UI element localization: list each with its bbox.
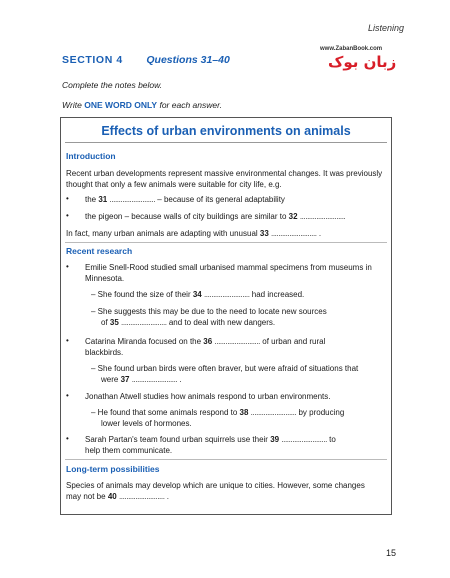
text: may not be <box>66 492 108 501</box>
instruction-text: for each answer. <box>157 100 222 110</box>
text: were <box>101 375 121 384</box>
text: . <box>177 375 182 384</box>
text: Species of animals may develop which are unique to cities. However, some changes <box>66 481 365 490</box>
bullet: • <box>66 434 69 443</box>
text: blackbirds. <box>85 348 124 357</box>
detail-35-line2 <box>101 317 393 328</box>
answer-blank-34[interactable]: ......................... <box>203 290 250 299</box>
answer-blank-39[interactable]: ......................... <box>281 435 327 444</box>
intro-bullet-32 <box>85 211 383 222</box>
section-divider <box>65 242 387 243</box>
section-heading <box>62 54 230 66</box>
title-divider <box>65 142 387 143</box>
text: – He found that some animals respond to <box>91 408 240 417</box>
question-number: 36 <box>203 337 213 346</box>
research-bullet-snell-rood: Emilie Snell-Rood studied small urbanised mammal specimens from museums in Minnesota. <box>85 263 372 283</box>
question-number: 32 <box>288 212 298 221</box>
instruction-line-2 <box>62 100 222 110</box>
section-divider <box>65 459 387 460</box>
bullet: • <box>66 391 69 400</box>
notes-box <box>60 117 392 515</box>
question-number: 31 <box>98 195 108 204</box>
long-term-heading: Long-term possibilities <box>66 464 160 474</box>
text: . <box>164 492 169 501</box>
section-title: SECTION 4 <box>62 54 123 66</box>
text: by producing <box>296 408 345 417</box>
research-bullet-miranda <box>85 336 383 358</box>
question-number: 39 <box>270 435 280 444</box>
text: In fact, many urban animals are adapting with unusual <box>66 229 260 238</box>
text: had increased. <box>249 290 305 299</box>
detail-37-line1: – She found urban birds were often braver, but were afraid of situations that <box>91 364 359 373</box>
detail-37-line2 <box>101 374 393 385</box>
introduction-heading: Introduction <box>66 151 116 161</box>
answer-blank-35[interactable]: ......................... <box>121 318 167 327</box>
text: and to deal with new dangers. <box>166 318 276 327</box>
text: the <box>85 195 99 204</box>
instruction-text: Write <box>62 100 85 110</box>
publisher-logo <box>314 46 406 76</box>
text: – because of its general adaptability <box>155 195 285 204</box>
intro-line-33 <box>66 228 384 239</box>
research-bullet-partan <box>85 434 383 456</box>
instruction-line-1: Complete the notes below. <box>62 80 163 90</box>
page-number: 15 <box>386 548 397 558</box>
notes-title: Effects of urban environments on animals <box>101 124 351 138</box>
detail-38 <box>91 407 383 429</box>
detail-35-line1: – She suggests this may be due to the need to locate new sources <box>91 307 327 316</box>
logo-mark-text: زبان بوک <box>328 53 397 71</box>
intro-paragraph: Recent urban developments represent massive environmental changes. It was previously thought that only a few animals were suitable for city life, e.g. <box>66 169 383 189</box>
text: of <box>101 318 110 327</box>
text: to <box>326 435 336 444</box>
text: Catarina Miranda focused on the <box>85 337 204 346</box>
text: help them communicate. <box>85 446 173 455</box>
question-number: 40 <box>107 492 117 501</box>
text: . <box>316 229 322 238</box>
logo-url-text: www.ZabanBook.com <box>320 46 383 52</box>
question-number: 33 <box>259 229 269 238</box>
text: – She found the size of their <box>91 290 193 299</box>
question-number: 35 <box>109 318 119 327</box>
answer-blank-40[interactable]: ......................... <box>118 492 165 501</box>
text: the pigeon – because walls of city buildings are similar to <box>85 212 289 221</box>
intro-bullet-31 <box>85 194 383 205</box>
section-type-label: Listening <box>367 23 404 33</box>
instruction-emphasis: ONE WORD ONLY <box>84 100 158 110</box>
bullet: • <box>66 262 69 271</box>
bullet: • <box>66 336 69 345</box>
questions-range: Questions 31–40 <box>146 54 230 66</box>
bullet: • <box>66 211 69 220</box>
detail-34 <box>91 289 383 300</box>
question-number: 38 <box>239 408 249 417</box>
text: lower levels of hormones. <box>101 419 192 428</box>
bullet: • <box>66 194 69 203</box>
answer-blank-31[interactable]: ......................... <box>109 195 156 204</box>
text: of urban and rural <box>260 337 326 346</box>
question-number: 34 <box>192 290 202 299</box>
answer-blank-37[interactable]: ......................... <box>131 375 178 384</box>
answer-blank-33[interactable]: ......................... <box>271 229 317 238</box>
recent-research-heading: Recent research <box>66 246 133 256</box>
long-term-paragraph <box>66 480 384 502</box>
text: Sarah Partan's team found urban squirrels use their <box>85 435 271 444</box>
answer-blank-36[interactable]: ......................... <box>214 337 261 346</box>
answer-blank-38[interactable]: ......................... <box>250 408 297 417</box>
answer-blank-32[interactable]: ......................... <box>299 212 346 221</box>
question-number: 37 <box>120 375 130 384</box>
research-bullet-atwell: Jonathan Atwell studies how animals respond to urban environments. <box>85 392 331 401</box>
